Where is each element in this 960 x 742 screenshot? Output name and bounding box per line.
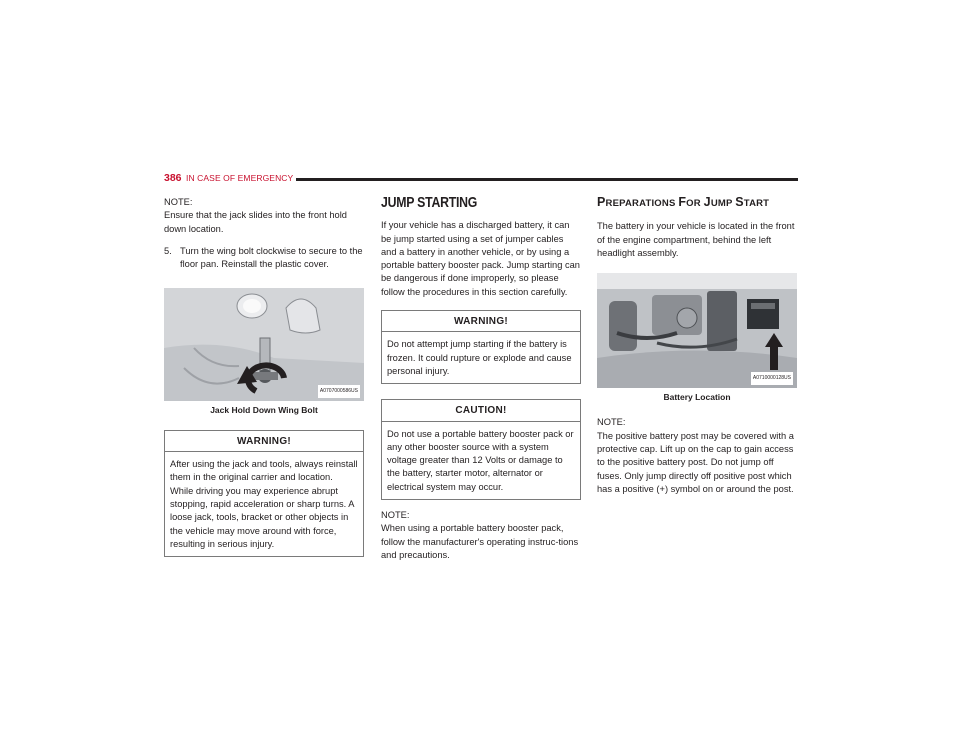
warning-box: [164, 430, 364, 557]
figure-caption: Jack Hold Down Wing Bolt: [210, 405, 318, 416]
jump-starting-title: JUMP STARTING: [381, 194, 478, 211]
page-number: 386: [164, 172, 182, 184]
caution-box: [381, 399, 581, 500]
figure-caption: Battery Location: [663, 392, 731, 403]
figure-code: A0707000586US: [318, 385, 360, 398]
warning-box: [381, 310, 581, 384]
note-text: When using a portable battery booster pack, follow the manufacturer's operating instruc-tions and precautions.: [381, 523, 579, 560]
step-text: Turn the wing bolt clockwise to secure to the floor pan. Reinstall the plastic cover.: [180, 245, 363, 270]
column-left: [164, 196, 364, 557]
section-title: IN CASE OF EMERGENCY: [186, 173, 294, 183]
figure-code: A0710000128US: [751, 372, 793, 385]
caution-title: CAUTION!: [382, 400, 580, 421]
note-label: NOTE:: [597, 417, 626, 428]
step-number: 5.: [164, 245, 172, 256]
header-rule: [296, 178, 798, 181]
caution-text: Do not use a portable battery booster pack or any other booster source with a system voltage greater than 12 Volts or damage to the battery, starter motor, alternator or electrical system may occur.: [387, 428, 574, 492]
warning-title: WARNING!: [382, 311, 580, 332]
column-right: [597, 196, 797, 496]
column-middle: [381, 196, 581, 562]
jump-starting-intro: If your vehicle has a discharged battery, it can be jump started using a set of jumper cables and a battery in another vehicle, or by using a portable battery booster pack. Jump starting can be dangerous if done improperly, so please follow the procedures in this section carefully.: [381, 220, 580, 297]
warning-text: After using the jack and tools, always reinstall them in the original carrier and location. While driving you may experience abrupt stopping, rapid acceleration or sharp turns. A loose jack, tools, bracket or other objects in the vehicle may move around with force, resulting in serious injury.: [170, 459, 358, 549]
step-5: [164, 245, 364, 272]
jack-wing-bolt-figure: [164, 288, 364, 401]
preparations-intro: The battery in your vehicle is located in the front of the engine compartment, behind the left headlight assembly.: [597, 221, 795, 258]
note-text: Ensure that the jack slides into the front hold down location.: [164, 210, 347, 234]
page-header: [164, 172, 798, 186]
preparations-title: PREPARATIONS FOR JUMP START: [597, 195, 770, 209]
warning-text: Do not attempt jump starting if the battery is frozen. It could rupture or explode and cause personal injury.: [387, 339, 572, 376]
note-label: NOTE:: [164, 197, 193, 207]
note-text: The positive battery post may be covered with a protective cap. Lift up on the cap to gain access to the positive battery post. Do not jump off fuses. Only jump directly off positive post which has a positive (+) symbol on or around the post.: [597, 430, 794, 494]
battery-location-figure: [597, 273, 797, 388]
note-label: NOTE:: [381, 510, 410, 521]
warning-title: WARNING!: [165, 431, 363, 452]
